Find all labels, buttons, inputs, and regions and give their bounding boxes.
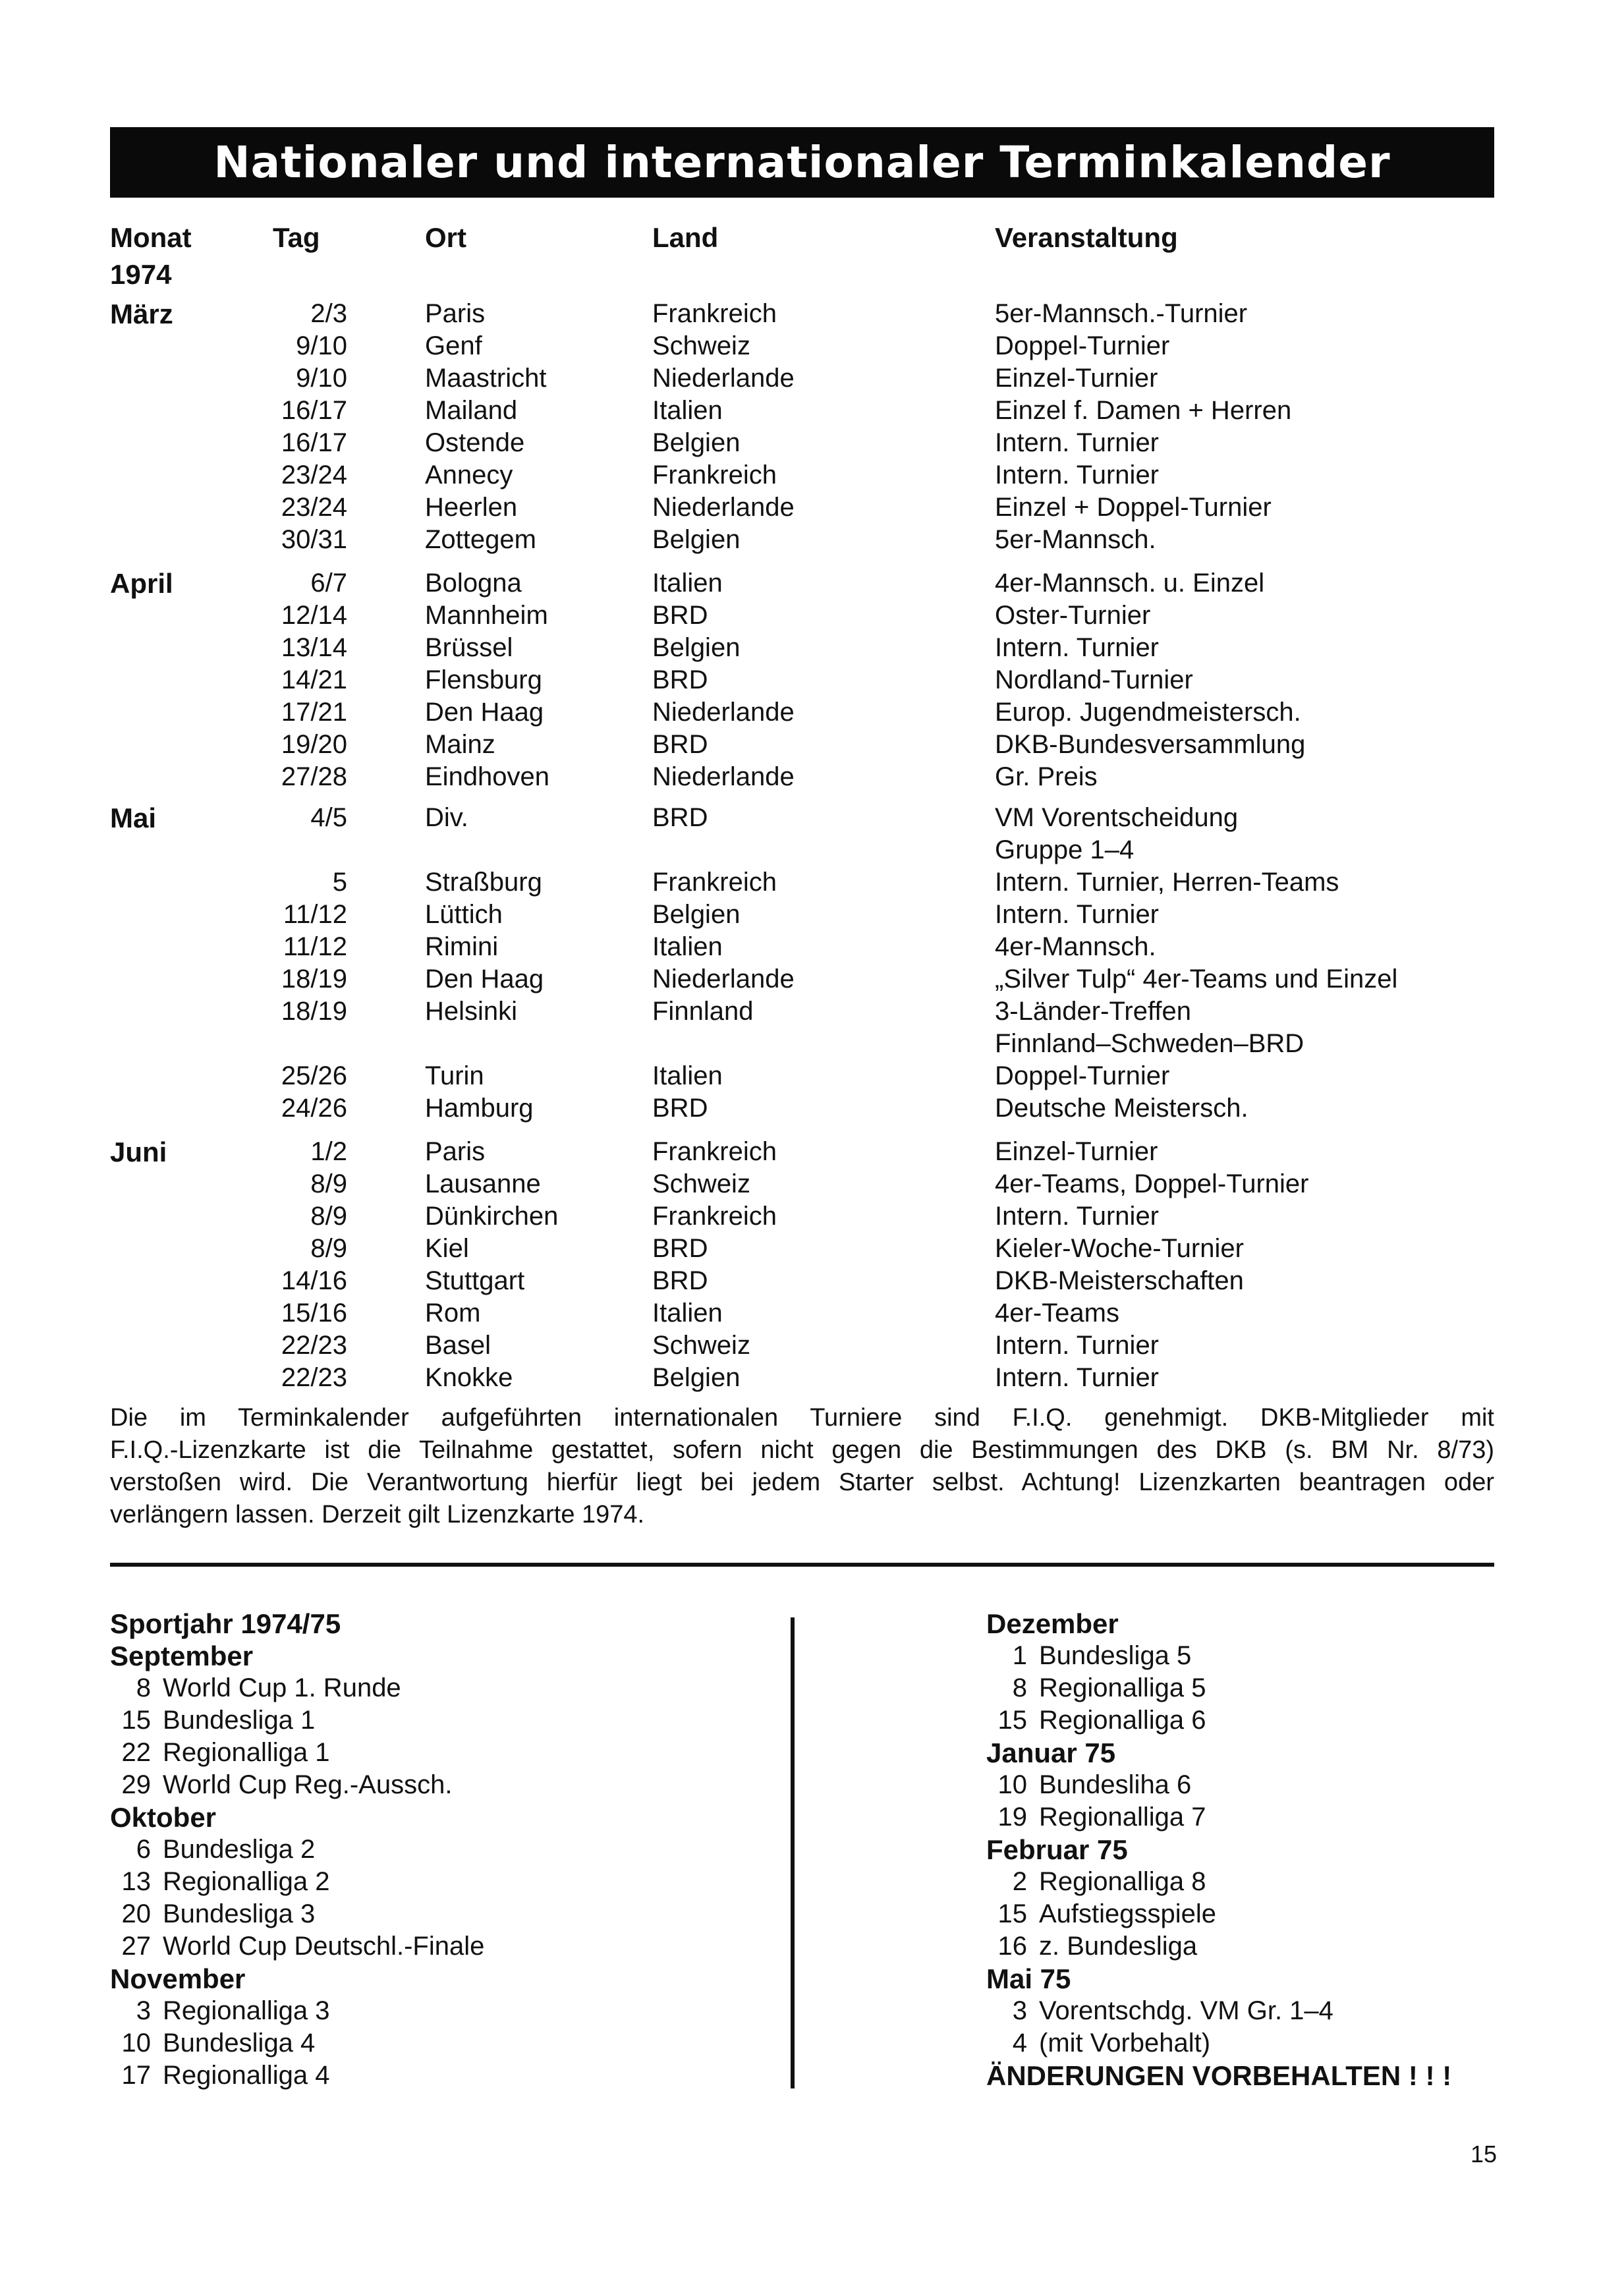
- schedule-item: [110, 1868, 330, 1895]
- schedule-day: 15: [121, 1706, 151, 1735]
- cell-veranstaltung: Kieler-Woche-Turnier: [995, 1234, 1244, 1263]
- cell-veranstaltung: DKB-Bundesversammlung: [995, 730, 1306, 759]
- note-line: Die im Terminkalender aufgeführten internationalen Turniere sind F.I.Q. genehmigt. DKB-Mitglieder mit: [110, 1404, 1494, 1432]
- changes-reserved-notice: ÄNDERUNGEN VORBEHALTEN ! ! !: [986, 2060, 1452, 2091]
- schedule-day: 27: [121, 1932, 151, 1961]
- schedule-day: 8: [1012, 1673, 1027, 1702]
- cell-ort: Ostende: [425, 428, 525, 457]
- cell-land: Frankreich: [652, 299, 777, 328]
- schedule-event: Bundesliga 1: [163, 1706, 316, 1735]
- cell-land: BRD: [652, 1266, 708, 1295]
- schedule-day: 3: [136, 1996, 151, 2025]
- cell-ort: Helsinki: [425, 997, 518, 1026]
- cell-land: Italien: [652, 932, 723, 961]
- schedule-event: Vorentschdg. VM Gr. 1–4: [1039, 1996, 1333, 2025]
- header-ort: Ort: [425, 222, 466, 253]
- note-line: verstoßen wird. Die Verantwortung hierfür liegt bei jedem Starter selbst. Achtung! Lizenzkarten beantragen oder: [110, 1469, 1494, 1496]
- cell-ort: Zottegem: [425, 525, 536, 554]
- cell-land: Italien: [652, 396, 723, 425]
- cell-land: Italien: [652, 569, 723, 598]
- cell-veranstaltung: Nordland-Turnier: [995, 665, 1193, 694]
- schedule-event: Bundesliga 3: [163, 1899, 316, 1928]
- cell-veranstaltung: VM Vorentscheidung: [995, 803, 1239, 832]
- cell-ort: Div.: [425, 803, 468, 832]
- cell-tag: 25/26: [281, 1061, 347, 1090]
- schedule-item: [110, 1772, 452, 1798]
- schedule-item: [110, 2062, 330, 2088]
- schedule-day: 2: [1012, 1867, 1027, 1896]
- cell-land: Frankreich: [652, 868, 777, 897]
- cell-land: Frankreich: [652, 1202, 777, 1231]
- cell-ort: Brüssel: [425, 633, 513, 662]
- cell-tag: 12/14: [281, 601, 347, 630]
- cell-ort: Stuttgart: [425, 1266, 525, 1295]
- cell-ort: Heerlen: [425, 493, 518, 522]
- month-label: Mai: [110, 802, 157, 833]
- cell-land: Schweiz: [652, 1331, 750, 1360]
- cell-tag: 9/10: [296, 364, 347, 393]
- cell-ort: Paris: [425, 299, 486, 328]
- schedule-day: 19: [997, 1803, 1027, 1832]
- cell-land: Belgien: [652, 633, 741, 662]
- cell-tag: 11/12: [283, 900, 347, 929]
- header-land: Land: [652, 222, 719, 253]
- month-label: März: [110, 298, 173, 329]
- cell-veranstaltung: 4er-Teams: [995, 1299, 1119, 1328]
- schedule-day: 15: [997, 1899, 1027, 1928]
- cell-land: Frankreich: [652, 1137, 777, 1166]
- schedule-event: Bundesliga 2: [163, 1835, 316, 1864]
- cell-land: BRD: [652, 665, 708, 694]
- cell-land: Finnland: [652, 997, 754, 1026]
- schedule-event: Bundesliga 5: [1039, 1641, 1192, 1670]
- header-monat: Monat: [110, 222, 192, 253]
- cell-ort: Genf: [425, 331, 482, 360]
- schedule-item: [986, 1933, 1197, 1959]
- cell-veranstaltung: 5er-Mannsch.-Turnier: [995, 299, 1248, 328]
- cell-tag: 11/12: [283, 932, 347, 961]
- cell-tag: 8/9: [310, 1202, 347, 1231]
- cell-veranstaltung: Oster-Turnier: [995, 601, 1151, 630]
- cell-ort: Straßburg: [425, 868, 542, 897]
- schedule-item: [110, 1739, 330, 1766]
- cell-ort: Eindhoven: [425, 762, 550, 791]
- cell-veranstaltung: 4er-Mannsch.: [995, 932, 1156, 961]
- schedule-event: Regionalliga 4: [163, 2061, 330, 2090]
- note-line: verlängern lassen. Derzeit gilt Lizenzkarte 1974.: [110, 1501, 645, 1528]
- cell-ort: Kiel: [425, 1234, 469, 1263]
- schedule-day: 3: [1012, 1996, 1027, 2025]
- cell-ort: Knokke: [425, 1363, 513, 1392]
- cell-veranstaltung: Europ. Jugendmeistersch.: [995, 698, 1301, 727]
- schedule-event: World Cup Deutschl.-Finale: [163, 1932, 485, 1961]
- schedule-day: 20: [121, 1899, 151, 1928]
- cell-veranstaltung: 4er-Mannsch. u. Einzel: [995, 569, 1265, 598]
- header-year: 1974: [110, 259, 172, 290]
- cell-tag: 23/24: [281, 461, 347, 490]
- cell-veranstaltung: Intern. Turnier: [995, 1363, 1160, 1392]
- cell-veranstaltung: Einzel-Turnier: [995, 1137, 1158, 1166]
- cell-tag: 19/20: [281, 730, 347, 759]
- schedule-day: 10: [997, 1770, 1027, 1799]
- cell-ort: Lausanne: [425, 1169, 541, 1198]
- cell-veranstaltung: DKB-Meisterschaften: [995, 1266, 1244, 1295]
- cell-land: Schweiz: [652, 331, 750, 360]
- page-title: Nationaler und internationaler Terminkalender: [213, 137, 1391, 188]
- schedule-day: 13: [121, 1867, 151, 1896]
- cell-veranstaltung: Intern. Turnier: [995, 900, 1160, 929]
- cell-land: Belgien: [652, 428, 741, 457]
- cell-veranstaltung: 4er-Teams, Doppel-Turnier: [995, 1169, 1309, 1198]
- schedule-event: Regionalliga 5: [1039, 1673, 1206, 1702]
- cell-tag: 14/16: [281, 1266, 347, 1295]
- schedule-item: [986, 1707, 1206, 1733]
- cell-ort: Turin: [425, 1061, 484, 1090]
- column-divider: [791, 1617, 795, 2088]
- title-banner: [110, 127, 1494, 198]
- cell-ort: Hamburg: [425, 1094, 534, 1123]
- cell-tag: 15/16: [281, 1299, 347, 1328]
- schedule-month: Januar 75: [986, 1737, 1116, 1768]
- schedule-day: 1: [1012, 1641, 1027, 1670]
- cell-veranstaltung: Finnland–Schweden–BRD: [995, 1029, 1304, 1058]
- cell-ort: Mannheim: [425, 601, 548, 630]
- cell-land: BRD: [652, 803, 708, 832]
- schedule-item: [986, 1804, 1206, 1830]
- cell-veranstaltung: Intern. Turnier, Herren-Teams: [995, 868, 1339, 897]
- schedule-month: Oktober: [110, 1802, 217, 1833]
- schedule-month: Dezember: [986, 1608, 1119, 1639]
- schedule-day: 8: [136, 1673, 151, 1702]
- cell-land: Italien: [652, 1299, 723, 1328]
- cell-tag: 23/24: [281, 493, 347, 522]
- cell-land: Niederlande: [652, 364, 795, 393]
- schedule-event: Bundesliga 4: [163, 2029, 316, 2058]
- schedule-item: [986, 1901, 1216, 1927]
- cell-land: Niederlande: [652, 493, 795, 522]
- cell-ort: Mailand: [425, 396, 518, 425]
- cell-veranstaltung: Intern. Turnier: [995, 428, 1160, 457]
- cell-tag: 8/9: [310, 1234, 347, 1263]
- schedule-item: [110, 1998, 330, 2024]
- cell-tag: 16/17: [281, 428, 347, 457]
- cell-veranstaltung: Einzel-Turnier: [995, 364, 1158, 393]
- cell-ort: Den Haag: [425, 965, 544, 994]
- schedule-month: November: [110, 1963, 246, 1994]
- license-note: [110, 1402, 1494, 1531]
- schedule-day: 22: [121, 1738, 151, 1767]
- month-label: Juni: [110, 1136, 167, 1167]
- cell-tag: 13/14: [281, 633, 347, 662]
- cell-land: BRD: [652, 1234, 708, 1263]
- cell-land: Italien: [652, 1061, 723, 1090]
- cell-land: Belgien: [652, 900, 741, 929]
- cell-ort: Den Haag: [425, 698, 544, 727]
- section-divider: [110, 1563, 1494, 1567]
- schedule-item: [110, 1836, 315, 1862]
- cell-veranstaltung: 5er-Mannsch.: [995, 525, 1156, 554]
- cell-veranstaltung: Intern. Turnier: [995, 1202, 1160, 1231]
- schedule-item: [110, 1901, 315, 1927]
- schedule-month: Mai 75: [986, 1963, 1071, 1994]
- schedule-day: 16: [997, 1932, 1027, 1961]
- schedule-item: [110, 1933, 484, 1959]
- cell-ort: Dünkirchen: [425, 1202, 559, 1231]
- cell-tag: 6/7: [310, 569, 347, 598]
- cell-tag: 30/31: [281, 525, 347, 554]
- cell-land: Niederlande: [652, 965, 795, 994]
- schedule-item: [986, 1642, 1191, 1669]
- schedule-item: [110, 1675, 401, 1701]
- cell-ort: Rom: [425, 1299, 481, 1328]
- cell-tag: 16/17: [281, 396, 347, 425]
- cell-land: Niederlande: [652, 762, 795, 791]
- cell-veranstaltung: „Silver Tulp“ 4er-Teams und Einzel: [995, 965, 1398, 994]
- cell-ort: Annecy: [425, 461, 513, 490]
- cell-tag: 22/23: [281, 1363, 347, 1392]
- schedule-event: Regionalliga 3: [163, 1996, 330, 2025]
- cell-land: BRD: [652, 1094, 708, 1123]
- page-number: 15: [1471, 2141, 1498, 2168]
- sportjahr-title: Sportjahr 1974/75: [110, 1608, 341, 1639]
- cell-ort: Bologna: [425, 569, 522, 598]
- cell-veranstaltung: Doppel-Turnier: [995, 1061, 1170, 1090]
- schedule-item: [986, 2030, 1210, 2056]
- schedule-day: 15: [997, 1706, 1027, 1735]
- cell-land: Niederlande: [652, 698, 795, 727]
- cell-land: Frankreich: [652, 461, 777, 490]
- cell-tag: 14/21: [281, 665, 347, 694]
- schedule-event: z. Bundesliga: [1039, 1932, 1198, 1961]
- cell-tag: 18/19: [281, 997, 347, 1026]
- cell-tag: 4/5: [310, 803, 347, 832]
- schedule-event: Regionalliga 1: [163, 1738, 330, 1767]
- schedule-event: Regionalliga 6: [1039, 1706, 1206, 1735]
- schedule-day: 29: [121, 1770, 151, 1799]
- cell-tag: 9/10: [296, 331, 347, 360]
- cell-land: BRD: [652, 730, 708, 759]
- schedule-item: [110, 1707, 315, 1733]
- schedule-event: World Cup Reg.-Aussch.: [163, 1770, 453, 1799]
- cell-tag: 18/19: [281, 965, 347, 994]
- cell-land: Schweiz: [652, 1169, 750, 1198]
- schedule-event: World Cup 1. Runde: [163, 1673, 401, 1702]
- schedule-day: 17: [121, 2061, 151, 2090]
- cell-land: Belgien: [652, 525, 741, 554]
- cell-tag: 22/23: [281, 1331, 347, 1360]
- cell-land: Belgien: [652, 1363, 741, 1392]
- schedule-day: 6: [136, 1835, 151, 1864]
- header-veranstaltung: Veranstaltung: [995, 222, 1178, 253]
- cell-tag: 8/9: [310, 1169, 347, 1198]
- schedule-item: [986, 1772, 1191, 1798]
- schedule-item: [986, 1998, 1333, 2024]
- schedule-event: Regionalliga 8: [1039, 1867, 1206, 1896]
- cell-land: BRD: [652, 601, 708, 630]
- cell-tag: 17/21: [281, 698, 347, 727]
- cell-veranstaltung: Gr. Preis: [995, 762, 1098, 791]
- cell-ort: Lüttich: [425, 900, 503, 929]
- cell-ort: Mainz: [425, 730, 495, 759]
- schedule-day: 10: [121, 2029, 151, 2058]
- cell-tag: 24/26: [281, 1094, 347, 1123]
- cell-veranstaltung: Intern. Turnier: [995, 633, 1160, 662]
- schedule-month: September: [110, 1640, 254, 1671]
- cell-ort: Rimini: [425, 932, 499, 961]
- cell-ort: Basel: [425, 1331, 491, 1360]
- cell-ort: Paris: [425, 1137, 486, 1166]
- cell-veranstaltung: Einzel + Doppel-Turnier: [995, 493, 1272, 522]
- schedule-event: Bundesliha 6: [1039, 1770, 1192, 1799]
- month-label: April: [110, 568, 173, 599]
- cell-veranstaltung: Intern. Turnier: [995, 1331, 1160, 1360]
- cell-tag: 27/28: [281, 762, 347, 791]
- schedule-event: Regionalliga 2: [163, 1867, 330, 1896]
- cell-veranstaltung: Doppel-Turnier: [995, 331, 1170, 360]
- schedule-item: [110, 2030, 315, 2056]
- schedule-event: Aufstiegsspiele: [1039, 1899, 1217, 1928]
- cell-tag: 1/2: [310, 1137, 347, 1166]
- cell-ort: Flensburg: [425, 665, 542, 694]
- cell-ort: Maastricht: [425, 364, 547, 393]
- cell-veranstaltung: Intern. Turnier: [995, 461, 1160, 490]
- schedule-item: [986, 1675, 1206, 1701]
- note-line: F.I.Q.-Lizenzkarte ist die Teilnahme gestattet, sofern nicht gegen die Bestimmungen des DKB (s. BM Nr. 8/73): [110, 1436, 1494, 1464]
- schedule-event: Regionalliga 7: [1039, 1803, 1206, 1832]
- schedule-day: 4: [1012, 2029, 1027, 2058]
- cell-tag: 2/3: [310, 299, 347, 328]
- cell-veranstaltung: Deutsche Meistersch.: [995, 1094, 1248, 1123]
- cell-veranstaltung: Gruppe 1–4: [995, 835, 1135, 864]
- schedule-item: [986, 1868, 1206, 1895]
- cell-tag: 5: [332, 868, 347, 897]
- schedule-month: Februar 75: [986, 1834, 1128, 1865]
- cell-veranstaltung: 3-Länder-Treffen: [995, 997, 1191, 1026]
- schedule-event: (mit Vorbehalt): [1039, 2029, 1211, 2058]
- header-tag: Tag: [273, 222, 320, 253]
- cell-veranstaltung: Einzel f. Damen + Herren: [995, 396, 1292, 425]
